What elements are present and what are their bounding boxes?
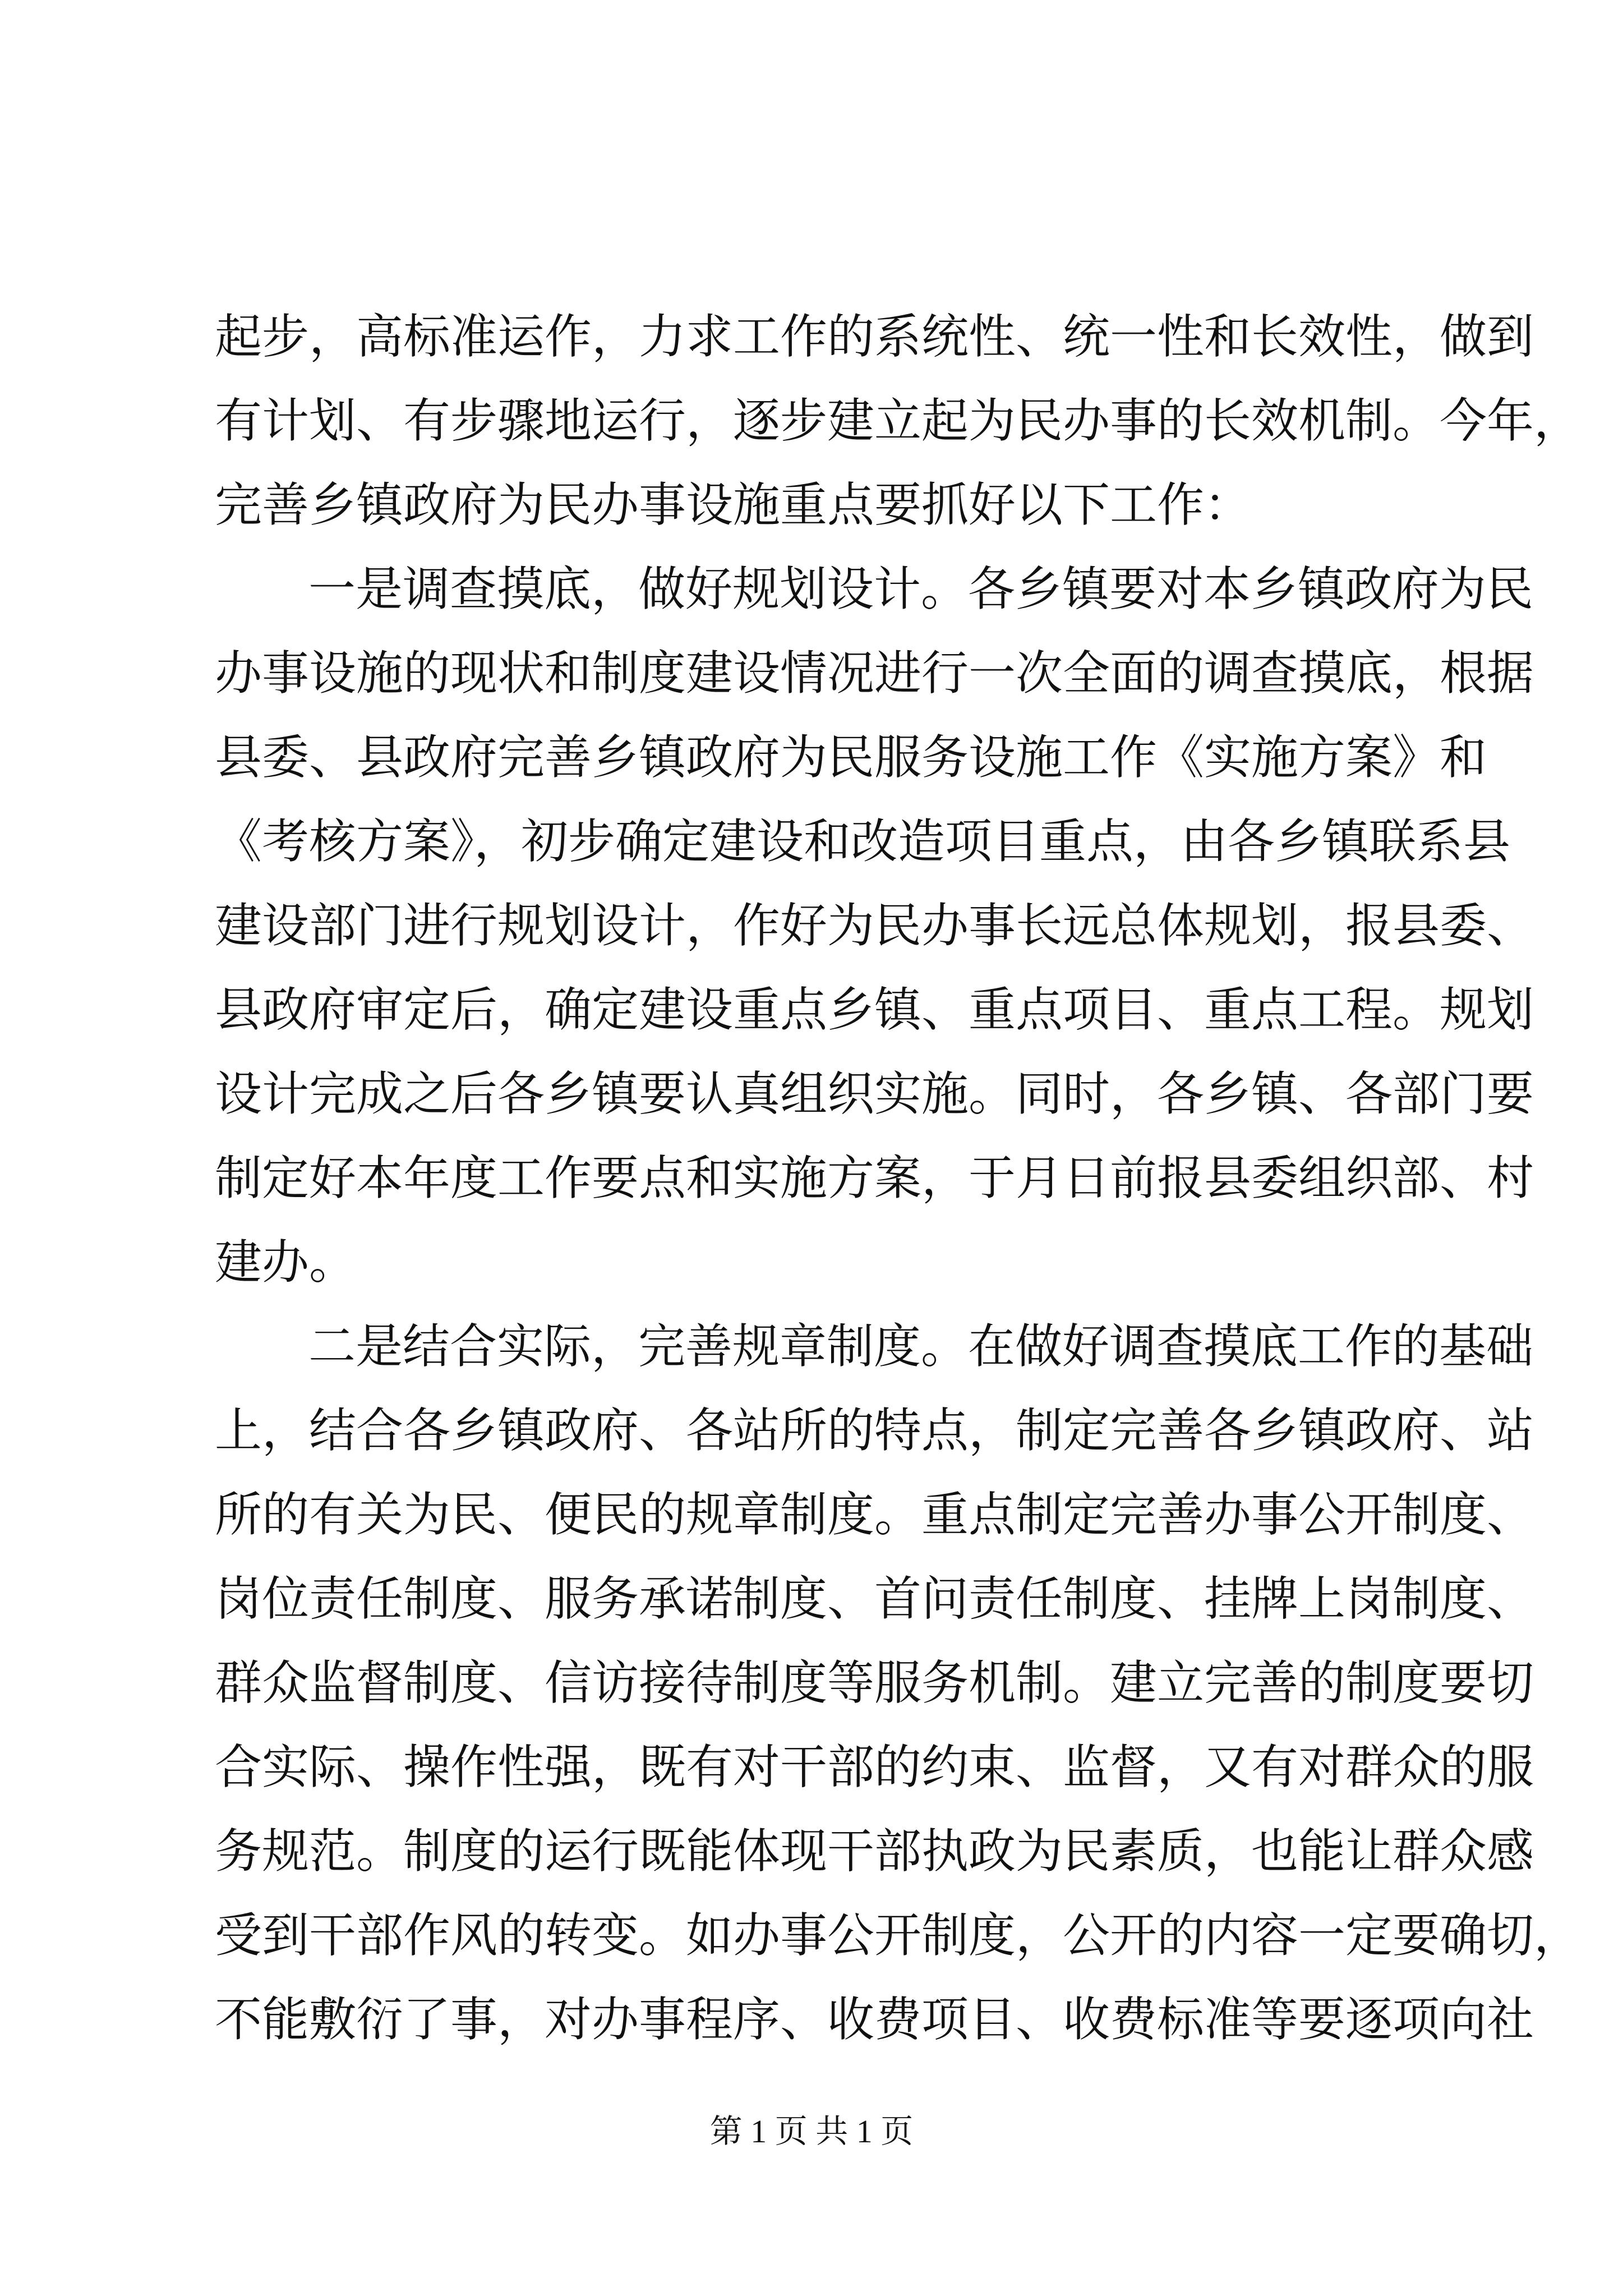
text-line: 县委、县政府完善乡镇政府为民服务设施工作《实施方案》和 [215, 730, 1487, 785]
text-line: 务规范。制度的运行既能体现干部执政为民素质，也能让群众感 [215, 1824, 1534, 1879]
text-line: 合实际、操作性强，既有对干部的约束、监督，又有对群众的服 [215, 1740, 1534, 1795]
text-line: 岗位责任制度、服务承诺制度、首问责任制度、挂牌上岗制度、 [215, 1571, 1534, 1626]
text-line: 建办。 [215, 1235, 357, 1290]
text-line: 完善乡镇政府为民办事设施重点要抓好以下工作： [215, 477, 1252, 532]
page-number-footer: 第 1 页 共 1 页 [709, 2113, 914, 2150]
text-line: 上，结合各乡镇政府、各站所的特点，制定完善各乡镇政府、站 [215, 1403, 1534, 1458]
text-line: 受到干部作风的转变。如办事公开制度，公开的内容一定要确切， [215, 1908, 1581, 1963]
text-line: 所的有关为民、便民的规章制度。重点制定完善办事公开制度、 [215, 1487, 1534, 1542]
text-line: 县政府审定后，确定建设重点乡镇、重点项目、重点工程。规划 [215, 982, 1534, 1037]
text-line: 建设部门进行规划设计，作好为民办事长远总体规划，报县委、 [215, 898, 1534, 953]
text-line: 设计完成之后各乡镇要认真组织实施。同时，各乡镇、各部门要 [215, 1066, 1534, 1121]
text-line: 有计划、有步骤地运行，逐步建立起为民办事的长效机制。今年， [215, 393, 1581, 448]
paragraph-first-line: 二是结合实际，完善规章制度。在做好调查摸底工作的基础 [308, 1319, 1534, 1374]
paragraph-first-line: 一是调查摸底，做好规划设计。各乡镇要对本乡镇政府为民 [308, 562, 1534, 616]
text-line: 办事设施的现状和制度建设情况进行一次全面的调查摸底，根据 [215, 646, 1534, 701]
text-line: 起步，高标准运作，力求工作的系统性、统一性和长效性，做到 [215, 309, 1534, 364]
text-line: 群众监督制度、信访接待制度等服务机制。建立完善的制度要切 [215, 1655, 1534, 1710]
text-line: 制定好本年度工作要点和实施方案，于月日前报县委组织部、村 [215, 1151, 1534, 1205]
text-line: 《考核方案》，初步确定建设和改造项目重点，由各乡镇联系县 [215, 814, 1511, 869]
text-line: 不能敷衍了事，对办事程序、收费项目、收费标准等要逐项向社 [215, 1992, 1534, 2047]
